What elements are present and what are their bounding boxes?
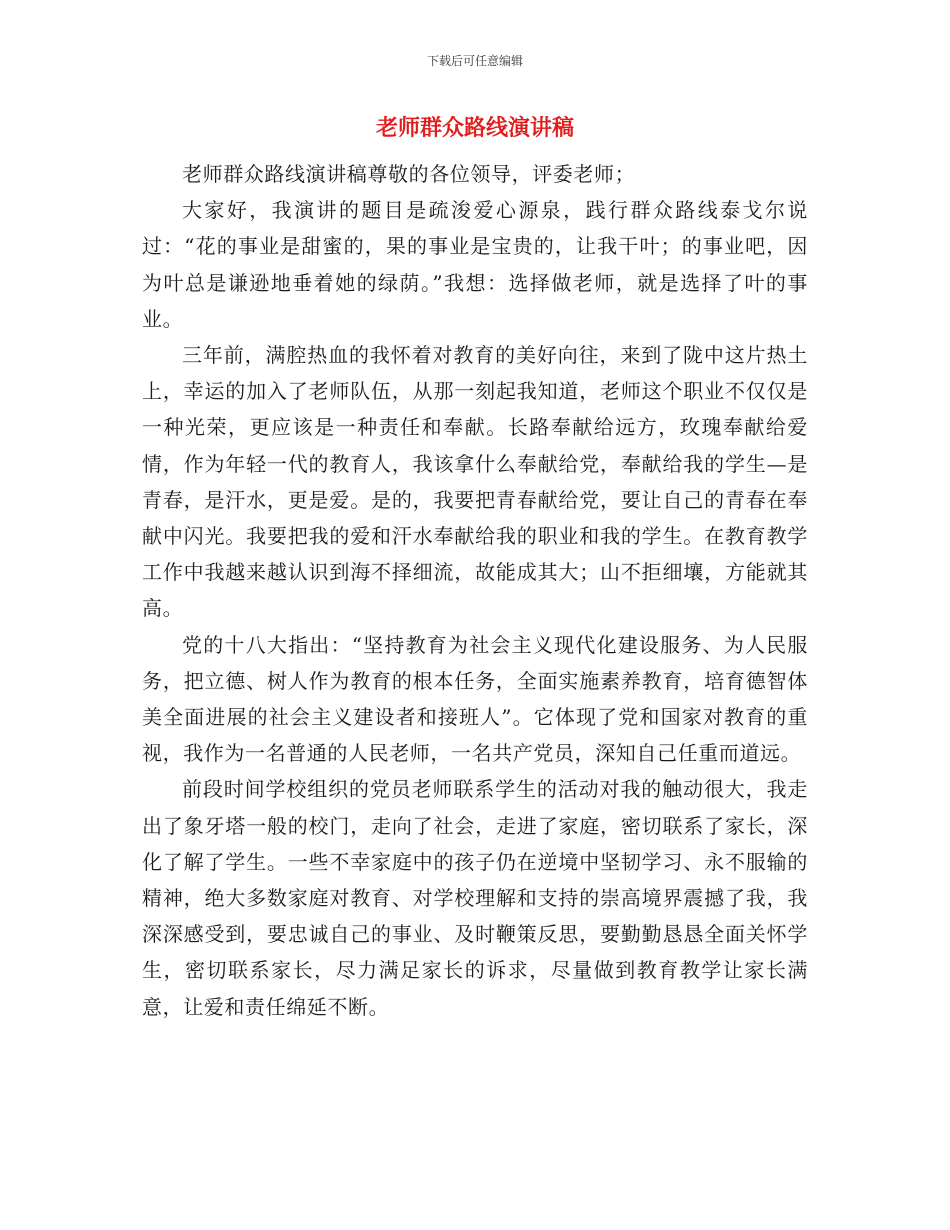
paragraph-three-years-ago: 三年前，满腔热血的我怀着对教育的美好向往，来到了陇中这片热土上，幸运的加入了老师队伍，从那一刻起我知道，老师这个职业不仅仅是一种光荣，更应该是一种责任和奉献。长路奉献给远方，玫瑰奉献给爱情，作为年轻一代的教育人，我该拿什么奉献给党，奉献给我的学生—是青春，是汗水，更是爱。是的，我要把青春献给党，要让自己的青春在奉献中闪光。我要把我的爱和汗水奉献给我的职业和我的学生。在教育教学工作中我越来越认识到海不择细流，故能成其大；山不拒细壤，方能就其高。 [142,343,808,621]
document-title: 老师群众路线演讲稿 [375,115,574,141]
paragraph-eighteenth-congress: 党的十八大指出：“坚持教育为社会主义现代化建设服务、为人民服务，把立德、树人作为教育的根本任务，全面实施素养教育，培育德智体美全面进展的社会主义建设者和接班人”。它体现了党和国家对教育的重视，我作为一名普通的人民老师，一名共产党员，深知自己任重而道远。 [142,632,808,766]
document-body [142,156,808,1025]
page-header-note: 下载后可任意编辑 [426,54,523,68]
paragraph-salutation: 老师群众路线演讲稿尊敬的各位领导，评委老师； [182,162,636,186]
paragraph-opening: 大家好，我演讲的题目是疏浚爱心源泉，践行群众路线泰戈尔说过：“花的事业是甜蜜的，果的事业是宝贵的，让我干叶；的事业吧，因为叶总是谦逊地垂着她的绿荫。”我想：选择做老师，就是选择了叶的事业。 [142,198,808,331]
paragraph-school-activity: 前段时间学校组织的党员老师联系学生的活动对我的触动很大，我走出了象牙塔一般的校门，走向了社会，走进了家庭，密切联系了家长，深化了解了学生。一些不幸家庭中的孩子仍在逆境中坚韧学习、永不服输的精神，绝大多数家庭对教育、对学校理解和支持的崇高境界震撼了我，我深深感受到，要忠诚自己的事业、及时鞭策反思，要勤勤恳恳全面关怀学生，密切联系家长，尽力满足家长的诉求，尽量做到教育教学让家长满意，让爱和责任绵延不断。 [142,777,808,1019]
